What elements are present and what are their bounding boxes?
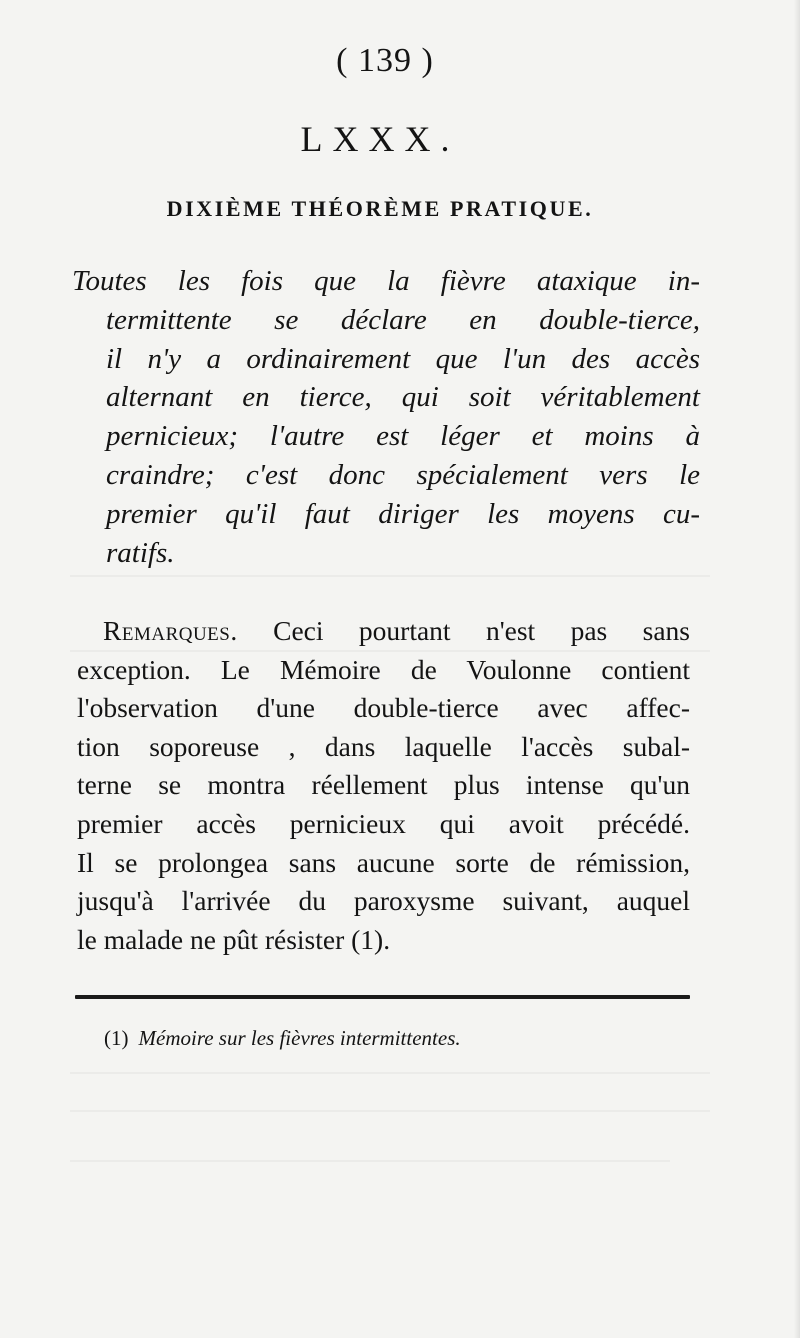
theorem-line: premier qu'il faut diriger les moyens cu- (106, 497, 700, 530)
show-through-line (70, 1072, 710, 1074)
remarks-line: terne se montra réellement plus intense qu'un (77, 769, 690, 801)
remarks-line: l'observation d'une double-tierce avec affec- (77, 692, 690, 724)
page-number: ( 139 ) (336, 42, 434, 79)
remarks-line: jusqu'à l'arrivée du paroxysme suivant, auquel (77, 885, 690, 917)
remarks-line: tion soporeuse , dans laquelle l'accès subal- (77, 730, 690, 762)
show-through-line (70, 1110, 710, 1112)
theorem-line: termittente se déclare en double-tierce, (106, 303, 700, 336)
theorem-heading: DIXIÈME THÉORÈME PRATIQUE. (166, 196, 594, 221)
footnote-text: Mémoire sur les fièvres intermittentes. (138, 1026, 461, 1050)
theorem-line: alternant en tierce, qui soit véritablement (106, 381, 700, 414)
show-through-line (70, 575, 710, 577)
footnote-divider (75, 995, 690, 999)
footnote-marker: (1) (104, 1026, 129, 1050)
footnote (104, 1026, 704, 1051)
remarks-line: exception. Le Mémoire de Voulonne contient (77, 653, 690, 685)
theorem-line: Toutes les fois que la fièvre ataxique in- (72, 265, 700, 297)
remarks-line: le malade ne pût résister (1). (77, 923, 391, 955)
theorem-line: pernicieux; l'autre est léger et moins à (106, 420, 700, 453)
show-through-line (70, 1160, 670, 1162)
remarks-first-line-text: Ceci pourtant n'est pas sans (237, 615, 690, 646)
remarks-paragraph (77, 612, 690, 959)
theorem-line: il n'y a ordinairement que l'un des accès (106, 342, 700, 375)
remarks-label: Remarques. (103, 615, 238, 646)
remarks-line: premier accès pernicieux qui avoit précédé. (77, 807, 690, 839)
theorem-text (72, 262, 700, 572)
section-numeral: LXXX. (300, 119, 460, 159)
page-edge-shadow (794, 0, 800, 1338)
theorem-line: ratifs. (106, 536, 175, 569)
theorem-line: craindre; c'est donc spécialement vers le (106, 458, 700, 491)
remarks-first-line (77, 612, 690, 651)
remarks-line: Il se prolongea sans aucune sorte de rémission, (77, 846, 690, 878)
